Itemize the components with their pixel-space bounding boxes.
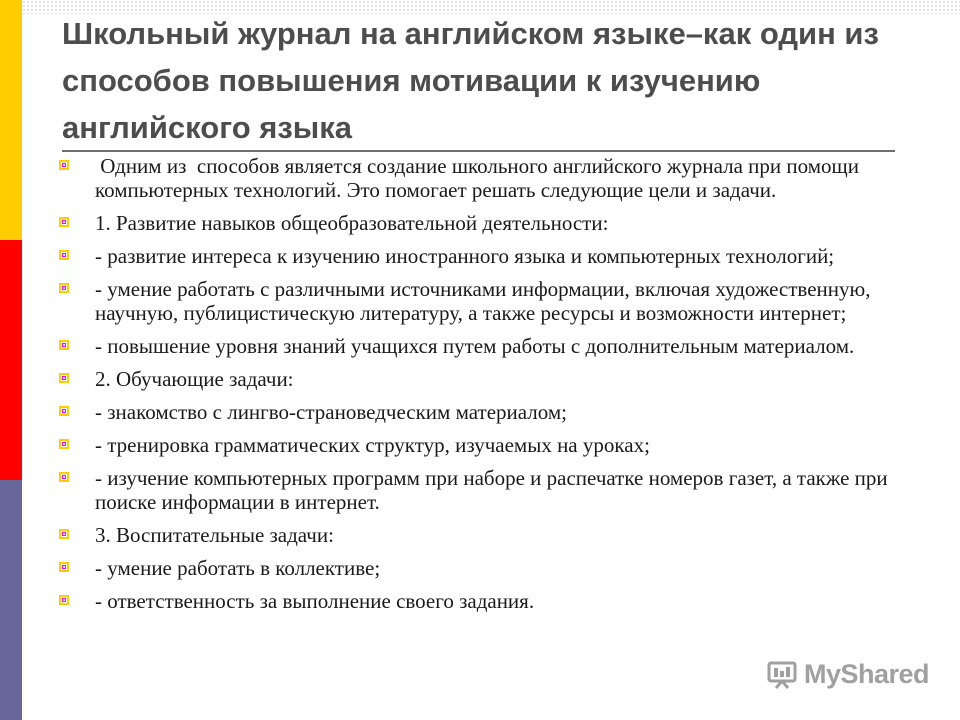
presentation-board-icon: [766, 658, 798, 690]
bullet-text: - знакомство с лингво-страноведческим материалом;: [95, 400, 567, 424]
bullet-item: [56, 433, 916, 457]
square-bullet-icon: [59, 472, 69, 482]
square-bullet-icon: [59, 562, 69, 572]
bullet-item: [56, 244, 916, 268]
bullet-item: [56, 400, 916, 424]
square-bullet-icon: [59, 373, 69, 383]
square-bullet-icon: [59, 529, 69, 539]
bullet-text: - умение работать с различными источниками информации, включая художественную, научную, публицистическую литературу, а также ресурсы и возможности интернет;: [95, 277, 876, 325]
bullet-item: [56, 556, 916, 580]
bullet-item: [56, 211, 916, 235]
square-bullet-icon: [59, 217, 69, 227]
bullet-text: Одним из способов является создание школьного английского журнала при помощи компьютерных технологий. Это помогает решать следующие цели и задачи.: [95, 154, 865, 202]
side-bar-red: [0, 240, 22, 480]
bullet-text: - повышение уровня знаний учащихся путем работы с дополнительным материалом.: [95, 334, 855, 358]
bullet-item: [56, 466, 916, 514]
bullet-item: [56, 367, 916, 391]
bullet-list: [56, 154, 916, 622]
watermark-text: MyShared: [804, 658, 930, 689]
bullet-text: 3. Воспитательные задачи:: [95, 523, 334, 547]
square-bullet-icon: [59, 340, 69, 350]
title-divider: [62, 150, 895, 152]
slide-title: Школьный журнал на английском языке–как один из способов повышения мотивации к изучению английского языка: [62, 16, 879, 145]
bullet-text: - тренировка грамматических структур, изучаемых на уроках;: [95, 433, 650, 457]
bullet-text: - изучение компьютерных программ при наборе и распечатке номеров газет, а также при поиске информации в интернет.: [95, 466, 893, 514]
square-bullet-icon: [59, 439, 69, 449]
side-bar-purple: [0, 480, 22, 720]
bullet-item: [56, 334, 916, 358]
bullet-text: 2. Обучающие задачи:: [95, 367, 294, 391]
bullet-text: - умение работать в коллективе;: [95, 556, 381, 580]
bullet-item: [56, 589, 916, 613]
square-bullet-icon: [59, 595, 69, 605]
square-bullet-icon: [59, 160, 69, 170]
square-bullet-icon: [59, 406, 69, 416]
bullet-text: 1. Развитие навыков общеобразовательной деятельности:: [95, 211, 609, 235]
side-bar-yellow: [0, 0, 22, 240]
bullet-item: [56, 154, 916, 202]
square-bullet-icon: [59, 250, 69, 260]
bullet-text: - развитие интереса к изучению иностранного языка и компьютерных технологий;: [95, 244, 835, 268]
bullet-item: [56, 523, 916, 547]
bullet-text: - ответственность за выполнение своего задания.: [95, 589, 535, 613]
bullet-item: [56, 277, 916, 325]
myshared-watermark: [766, 654, 929, 694]
square-bullet-icon: [59, 283, 69, 293]
